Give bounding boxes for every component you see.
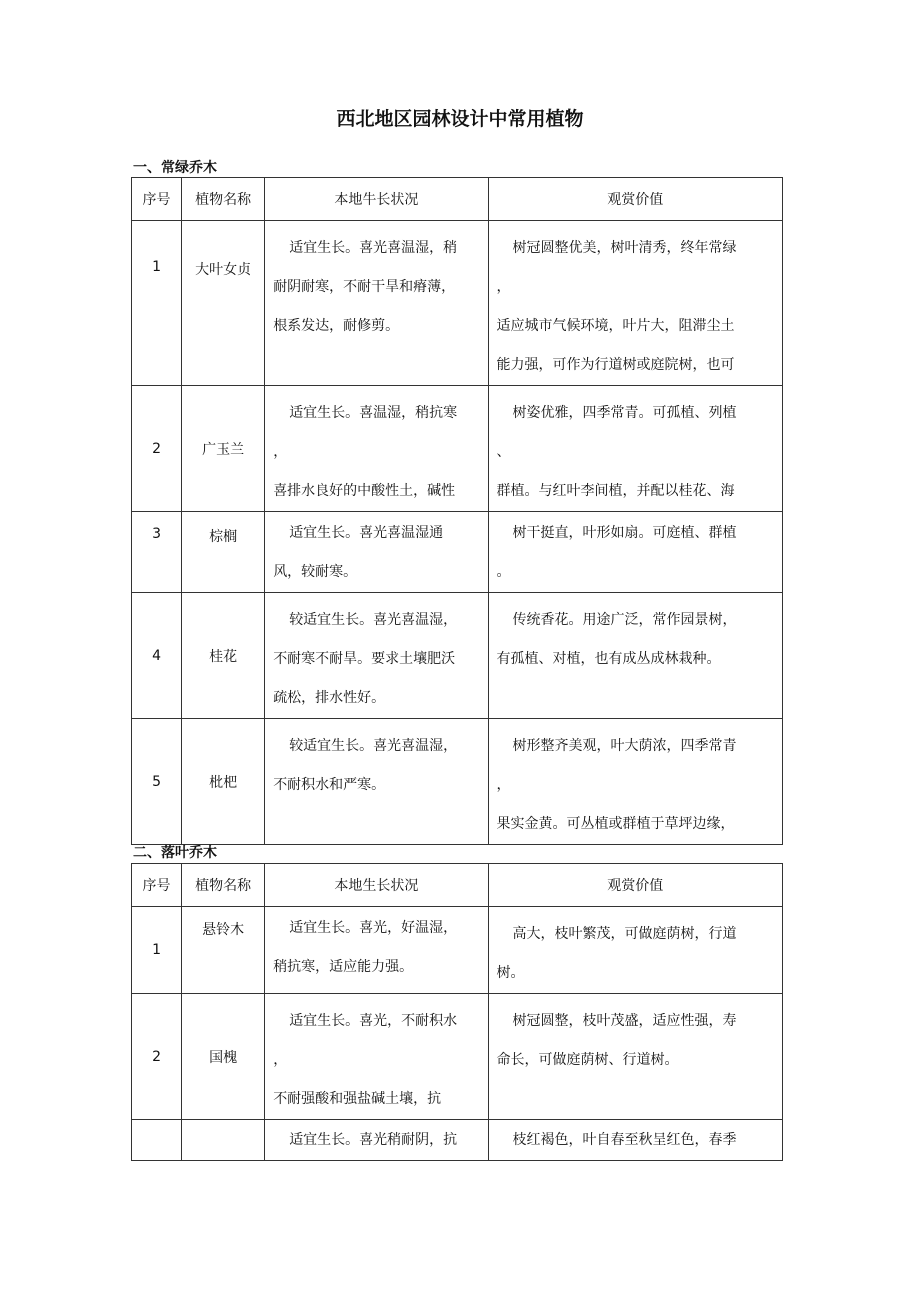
plant-name: 广玉兰 <box>182 386 265 512</box>
value-text: 树干挺直，叶形如扇。可庭植、群植 。 <box>496 525 737 580</box>
table-header-row <box>132 178 783 221</box>
growth-text: 适宜生长。喜光，好温湿， 稍抗寒，适应能力强。 <box>273 920 458 975</box>
header-no: 序号 <box>132 178 182 221</box>
value-text: 树冠圆整优美，树叶清秀，终年常绿 ， 适应城市气候环境，叶片大，阻滞尘土 能力强，可作为行道树或庭院树，也可 <box>496 240 737 373</box>
header-name: 植物名称 <box>182 864 265 907</box>
header-value: 观赏价值 <box>488 178 782 221</box>
value-cell <box>488 221 782 386</box>
table-row <box>132 994 783 1120</box>
table-row <box>132 512 783 593</box>
row-number: 1 <box>132 221 182 386</box>
growth-text: 适宜生长。喜光，不耐积水 ， 不耐强酸和强盐碱土壤，抗 <box>273 1013 458 1107</box>
row-number <box>132 1120 182 1161</box>
table-row <box>132 386 783 512</box>
evergreen-trees-table <box>131 177 783 845</box>
value-cell <box>488 593 782 719</box>
table-header-row <box>132 864 783 907</box>
growth-text: 适宜生长。喜光稍耐阴，抗 <box>289 1132 458 1148</box>
header-growth: 本地生长状况 <box>265 864 488 907</box>
row-number: 4 <box>132 593 182 719</box>
growth-text: 较适宜生长。喜光喜温湿， 不耐寒不耐旱。要求土壤肥沃 疏松，排水性好。 <box>273 612 458 706</box>
section-heading-evergreen: 一、常绿乔木 <box>133 160 217 176</box>
growth-text: 较适宜生长。喜光喜温湿， 不耐积水和严寒。 <box>273 738 458 793</box>
growth-cell <box>265 386 488 512</box>
table-row <box>132 593 783 719</box>
value-cell <box>488 994 782 1120</box>
table-row <box>132 221 783 386</box>
growth-cell <box>265 1120 488 1161</box>
value-text: 枝红褐色，叶自春至秋呈红色，春季 <box>512 1132 737 1148</box>
growth-cell <box>265 994 488 1120</box>
plant-name: 大叶女贞 <box>182 221 265 386</box>
value-text: 树姿优雅，四季常青。可孤植、列植 、 群植。与红叶李间植，并配以桂花、海 <box>496 405 737 499</box>
row-number: 2 <box>132 386 182 512</box>
table-row <box>132 719 783 845</box>
plant-name <box>182 1120 265 1161</box>
deciduous-trees-table <box>131 863 783 1161</box>
growth-text: 适宜生长。喜光喜温湿，稍 耐阴耐寒，不耐干旱和瘠薄， 根系发达，耐修剪。 <box>273 240 458 334</box>
page-title: 西北地区园林设计中常用植物 <box>336 108 584 130</box>
growth-text: 适宜生长。喜温湿，稍抗寒 ， 喜排水良好的中酸性土，碱性 <box>273 405 458 499</box>
growth-cell <box>265 719 488 845</box>
value-text: 树冠圆整，枝叶茂盛，适应性强，寿 命长，可做庭荫树、行道树。 <box>496 1013 737 1068</box>
value-text: 高大，枝叶繁茂，可做庭荫树，行道 树。 <box>496 926 737 981</box>
value-cell <box>488 1120 782 1161</box>
section-heading-deciduous: 二、落叶乔木 <box>133 845 217 861</box>
row-number: 1 <box>132 907 182 994</box>
row-number: 5 <box>132 719 182 845</box>
plant-name: 棕榈 <box>182 512 265 593</box>
plant-name: 悬铃木 <box>182 907 265 994</box>
growth-cell <box>265 907 488 994</box>
plant-name: 枇杷 <box>182 719 265 845</box>
growth-cell <box>265 512 488 593</box>
table-row <box>132 907 783 994</box>
plant-name: 桂花 <box>182 593 265 719</box>
value-cell <box>488 512 782 593</box>
growth-text: 适宜生长。喜光喜温湿通 风，较耐寒。 <box>273 525 444 580</box>
header-no: 序号 <box>132 864 182 907</box>
plant-name: 国槐 <box>182 994 265 1120</box>
value-cell <box>488 719 782 845</box>
row-number: 2 <box>132 994 182 1120</box>
header-value: 观赏价值 <box>488 864 782 907</box>
growth-cell <box>265 593 488 719</box>
value-cell <box>488 386 782 512</box>
row-number: 3 <box>132 512 182 593</box>
value-text: 传统香花。用途广泛，常作园景树， 有孤植、对植，也有成丛成林栽种。 <box>496 612 737 667</box>
growth-cell <box>265 221 488 386</box>
header-name: 植物名称 <box>182 178 265 221</box>
header-growth: 本地牛长状况 <box>265 178 488 221</box>
value-text: 树形整齐美观，叶大荫浓，四季常青 ， 果实金黄。可丛植或群植于草坪边缘， <box>496 738 737 832</box>
value-cell <box>488 907 782 994</box>
table-row <box>132 1120 783 1161</box>
